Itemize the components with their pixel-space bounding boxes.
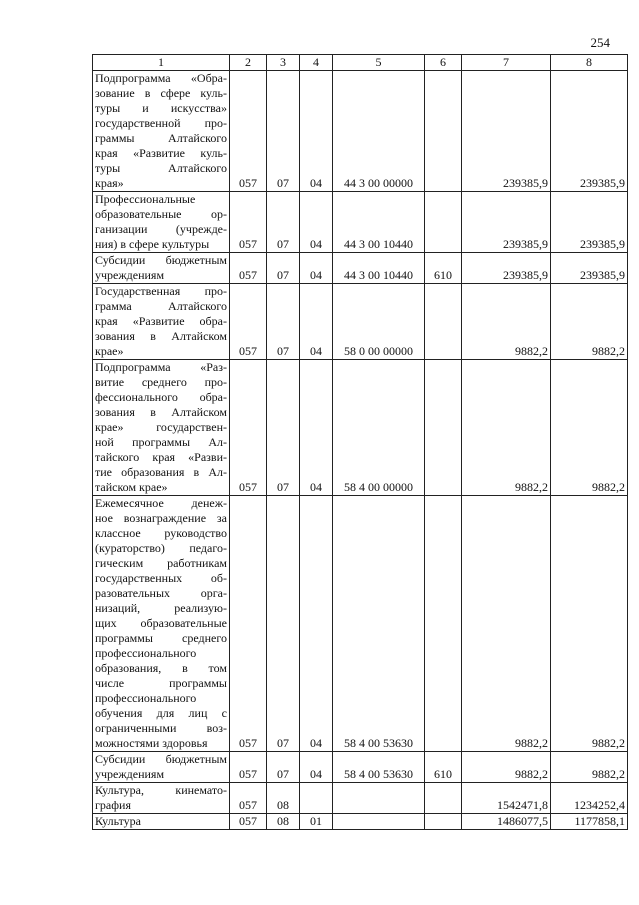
row-name-line: щих образовательные	[95, 616, 227, 630]
table-row	[93, 192, 628, 253]
row-name-line: ограниченными воз-	[95, 721, 227, 735]
amount-cell: 239385,9	[551, 192, 628, 253]
column-header: 5	[333, 55, 425, 71]
row-name-line: государственной про-	[95, 116, 227, 130]
section-cell: 08	[267, 783, 300, 814]
amount-cell: 239385,9	[462, 192, 551, 253]
table-row	[93, 253, 628, 284]
row-name-line: края «Развитие куль-	[95, 146, 227, 160]
grbs-cell: 057	[230, 253, 267, 284]
subsection-cell: 04	[300, 496, 333, 752]
subsection-cell: 04	[300, 284, 333, 360]
amount-cell: 9882,2	[551, 360, 628, 496]
row-name-line: тайском крае»	[95, 480, 168, 494]
expense-type-cell	[425, 814, 462, 830]
table-row	[93, 752, 628, 783]
row-name-line: обучения для лиц с	[95, 706, 227, 720]
amount-cell: 1542471,8	[462, 783, 551, 814]
amount-cell: 239385,9	[551, 253, 628, 284]
section-cell: 08	[267, 814, 300, 830]
target-article-cell: 58 0 00 00000	[333, 284, 425, 360]
grbs-cell: 057	[230, 192, 267, 253]
row-name-line: Субсидии бюджетным	[95, 752, 227, 766]
row-name-line: Профессиональные	[95, 192, 196, 206]
row-name-line: учреждениям	[95, 268, 165, 282]
row-name-line: профессионального	[95, 691, 197, 705]
subsection-cell	[300, 783, 333, 814]
table-row	[93, 71, 628, 192]
table-row	[93, 496, 628, 752]
amount-cell: 239385,9	[462, 71, 551, 192]
row-name-line: числе программы	[95, 676, 227, 690]
target-article-cell: 58 4 00 53630	[333, 496, 425, 752]
section-cell: 07	[267, 71, 300, 192]
section-cell: 07	[267, 496, 300, 752]
row-name-line: гическим работникам	[95, 556, 227, 570]
row-name-line: классное руководство	[95, 526, 227, 540]
amount-cell: 239385,9	[551, 71, 628, 192]
column-header: 7	[462, 55, 551, 71]
amount-cell: 9882,2	[462, 360, 551, 496]
expense-type-cell	[425, 783, 462, 814]
amount-cell: 1234252,4	[551, 783, 628, 814]
row-name-line: разовательных орга-	[95, 586, 227, 600]
grbs-cell: 057	[230, 360, 267, 496]
amount-cell: 9882,2	[462, 496, 551, 752]
expense-type-cell	[425, 496, 462, 752]
expense-type-cell	[425, 192, 462, 253]
column-header: 3	[267, 55, 300, 71]
column-header: 4	[300, 55, 333, 71]
amount-cell: 9882,2	[462, 752, 551, 783]
amount-cell: 1177858,1	[551, 814, 628, 830]
row-name-line: ное вознаграждение за	[95, 511, 227, 525]
section-cell: 07	[267, 360, 300, 496]
row-name-line: крае»	[95, 344, 124, 358]
row-name-line: профессионального	[95, 646, 197, 660]
row-name-cell	[93, 71, 230, 192]
row-name-line: фессионального обра-	[95, 390, 227, 404]
row-name-line: зование в сфере куль-	[95, 86, 227, 100]
row-name-line: Культура	[95, 814, 141, 828]
row-name-line: программы среднего	[95, 631, 227, 645]
row-name-line: Государственная про-	[95, 284, 227, 298]
row-name-line: ганизации (учрежде-	[95, 222, 227, 236]
row-name-cell	[93, 253, 230, 284]
grbs-cell: 057	[230, 752, 267, 783]
subsection-cell: 04	[300, 253, 333, 284]
grbs-cell: 057	[230, 284, 267, 360]
row-name-line: учреждениям	[95, 767, 165, 781]
row-name-line: графия	[95, 798, 131, 812]
subsection-cell: 01	[300, 814, 333, 830]
amount-cell: 9882,2	[462, 284, 551, 360]
row-name-line: ния) в сфере культуры	[95, 237, 210, 251]
row-name-cell	[93, 814, 230, 830]
row-name-line: государственных об-	[95, 571, 227, 585]
expense-type-cell: 610	[425, 752, 462, 783]
row-name-cell	[93, 783, 230, 814]
row-name-line: туры Алтайского	[95, 161, 227, 175]
column-header: 6	[425, 55, 462, 71]
budget-table	[92, 54, 628, 830]
row-name-line: образования, в том	[95, 661, 227, 675]
row-name-line: образовательные ор-	[95, 207, 227, 221]
header-row	[93, 55, 628, 71]
row-name-line: зования в Алтайском	[95, 405, 227, 419]
table-row	[93, 814, 628, 830]
subsection-cell: 04	[300, 192, 333, 253]
row-name-cell	[93, 360, 230, 496]
grbs-cell: 057	[230, 783, 267, 814]
amount-cell: 9882,2	[551, 496, 628, 752]
amount-cell: 1486077,5	[462, 814, 551, 830]
row-name-line: ной программы Ал-	[95, 435, 227, 449]
target-article-cell: 44 3 00 00000	[333, 71, 425, 192]
target-article-cell	[333, 783, 425, 814]
row-name-line: можностями здоровья	[95, 736, 208, 750]
amount-cell: 239385,9	[462, 253, 551, 284]
row-name-line: тие образования в Ал-	[95, 465, 227, 479]
target-article-cell	[333, 814, 425, 830]
expense-type-cell: 610	[425, 253, 462, 284]
row-name-line: туры и искусства»	[95, 101, 227, 115]
grbs-cell: 057	[230, 814, 267, 830]
target-article-cell: 58 4 00 00000	[333, 360, 425, 496]
section-cell: 07	[267, 284, 300, 360]
section-cell: 07	[267, 752, 300, 783]
target-article-cell: 44 3 00 10440	[333, 192, 425, 253]
section-cell: 07	[267, 192, 300, 253]
row-name-line: Ежемесячное денеж-	[95, 496, 227, 510]
row-name-line: (кураторство) педаго-	[95, 541, 227, 555]
column-header: 2	[230, 55, 267, 71]
grbs-cell: 057	[230, 71, 267, 192]
expense-type-cell	[425, 360, 462, 496]
row-name-line: края «Развитие обра-	[95, 314, 227, 328]
page-number: 254	[590, 35, 610, 50]
row-name-line: края»	[95, 176, 124, 190]
row-name-line: грамма Алтайского	[95, 299, 227, 313]
grbs-cell: 057	[230, 496, 267, 752]
column-header: 8	[551, 55, 628, 71]
row-name-line: тайского края «Разви-	[95, 450, 227, 464]
row-name-line: низаций, реализую-	[95, 601, 227, 615]
row-name-line: Субсидии бюджетным	[95, 253, 227, 267]
section-cell: 07	[267, 253, 300, 284]
amount-cell: 9882,2	[551, 752, 628, 783]
target-article-cell: 44 3 00 10440	[333, 253, 425, 284]
column-header: 1	[93, 55, 230, 71]
table-row	[93, 284, 628, 360]
amount-cell: 9882,2	[551, 284, 628, 360]
subsection-cell: 04	[300, 360, 333, 496]
row-name-line: Подпрограмма «Обра-	[95, 71, 227, 85]
target-article-cell: 58 4 00 53630	[333, 752, 425, 783]
row-name-cell	[93, 752, 230, 783]
subsection-cell: 04	[300, 752, 333, 783]
table-row	[93, 360, 628, 496]
subsection-cell: 04	[300, 71, 333, 192]
row-name-line: крае» государствен-	[95, 420, 227, 434]
row-name-line: зования в Алтайском	[95, 329, 227, 343]
expense-type-cell	[425, 284, 462, 360]
row-name-line: витие среднего про-	[95, 375, 227, 389]
row-name-cell	[93, 284, 230, 360]
row-name-cell	[93, 192, 230, 253]
expense-type-cell	[425, 71, 462, 192]
row-name-line: Подпрограмма «Раз-	[95, 360, 227, 374]
row-name-line: граммы Алтайского	[95, 131, 227, 145]
row-name-cell	[93, 496, 230, 752]
table-row	[93, 783, 628, 814]
row-name-line: Культура, кинемато-	[95, 783, 227, 797]
